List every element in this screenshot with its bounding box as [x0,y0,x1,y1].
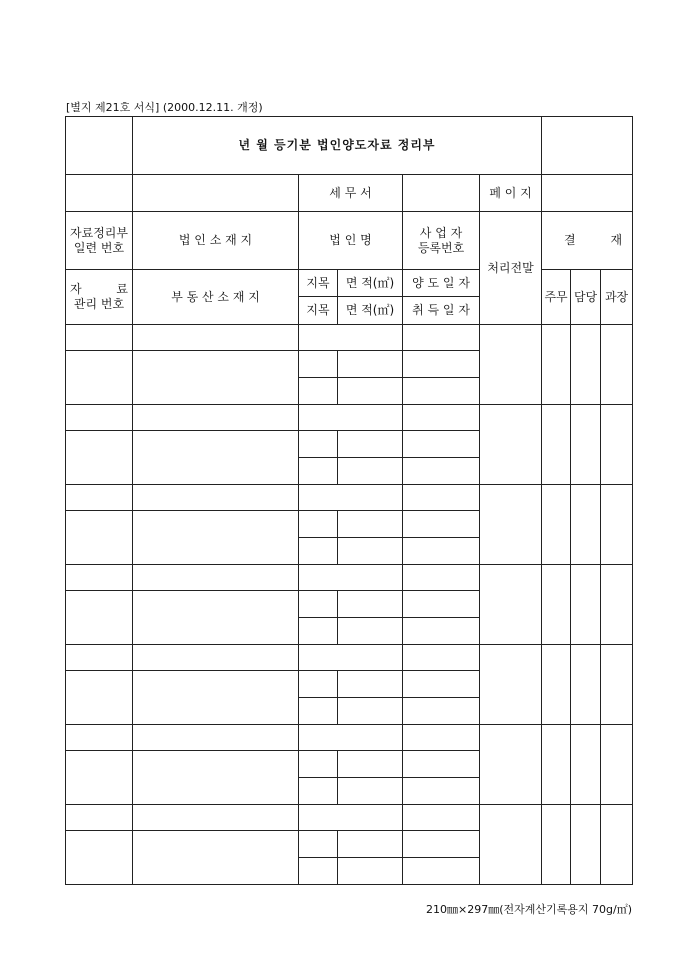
processing-cell[interactable] [480,805,542,885]
approver-3: 과장 [601,270,633,325]
transfer-date-label: 양 도 일 자 [403,270,480,297]
acquire-date-label: 취 득 일 자 [403,297,480,325]
area-cell[interactable] [338,458,403,485]
approver-2-cell[interactable] [571,485,601,565]
processing-cell[interactable] [480,485,542,565]
data-mgmt-number-cell[interactable] [66,671,133,725]
approver-3-cell[interactable] [601,805,633,885]
corp-location-cell[interactable] [133,405,299,431]
category-cell[interactable] [299,778,338,805]
approver-1-cell[interactable] [542,325,571,405]
corp-name-cell[interactable] [299,565,403,591]
transfer-date-cell[interactable] [403,591,480,618]
area-cell[interactable] [338,351,403,378]
biz-reg-cell[interactable] [403,805,480,831]
approval-label [542,212,633,270]
processing-cell[interactable] [480,725,542,805]
serial-number-cell[interactable] [66,645,133,671]
acquire-date-cell[interactable] [403,538,480,565]
entry-row [66,565,633,591]
approver-1-cell[interactable] [542,565,571,645]
data-mgmt-number-cell[interactable] [66,511,133,565]
entry-row [66,805,633,831]
entry-row [66,725,633,751]
data-mgmt-char-b: 료 [116,282,128,296]
category-label-2: 지목 [299,297,338,325]
processing-cell[interactable] [480,325,542,405]
approver-1-cell[interactable] [542,405,571,485]
corp-name-cell[interactable] [299,485,403,511]
biz-reg-cell[interactable] [403,485,480,511]
property-location-cell[interactable] [133,351,299,405]
category-cell[interactable] [299,378,338,405]
biz-reg-cell[interactable] [403,645,480,671]
category-cell[interactable] [299,671,338,698]
title-left-blank [66,117,133,175]
transfer-date-cell[interactable] [403,351,480,378]
page-label: 페 이 지 [480,175,542,212]
serial-number-cell[interactable] [66,805,133,831]
category-cell[interactable] [299,751,338,778]
approver-2-cell[interactable] [571,645,601,725]
approver-2-cell[interactable] [571,405,601,485]
biz-reg-cell[interactable] [403,725,480,751]
property-location-cell[interactable] [133,511,299,565]
biz-reg-line1: 사 업 자 [419,225,463,240]
data-mgmt-number-cell[interactable] [66,351,133,405]
acquire-date-cell[interactable] [403,858,480,885]
category-cell[interactable] [299,458,338,485]
area-cell[interactable] [338,671,403,698]
form-reference: [별지 제21호 서식] (2000.12.11. 개정) [66,101,263,114]
category-cell[interactable] [299,618,338,645]
corp-location-cell[interactable] [133,645,299,671]
processing-cell[interactable] [480,405,542,485]
property-location-cell[interactable] [133,591,299,645]
page-value[interactable] [542,175,633,212]
serial-number-cell[interactable] [66,325,133,351]
category-cell[interactable] [299,351,338,378]
title-right-blank [542,117,633,175]
biz-reg-cell[interactable] [403,405,480,431]
area-label-2: 면 적(㎡) [338,297,403,325]
approver-2-cell[interactable] [571,805,601,885]
page-title: 년 월 등기분 법인양도자료 정리부 [133,117,542,175]
serial-number-cell[interactable] [66,485,133,511]
data-mgmt-number-cell[interactable] [66,431,133,485]
data-mgmt-number-label [66,270,133,325]
approver-2-cell[interactable] [571,565,601,645]
biz-reg-label [403,212,480,270]
approver-3-cell[interactable] [601,325,633,405]
corp-name-cell[interactable] [299,405,403,431]
processing-label: 처리전말 [480,212,542,325]
corp-location-cell[interactable] [133,325,299,351]
property-location-cell[interactable] [133,831,299,885]
transfer-date-cell[interactable] [403,671,480,698]
acquire-date-cell[interactable] [403,778,480,805]
blank-cell [66,175,133,212]
property-location-cell[interactable] [133,431,299,485]
acquire-date-cell[interactable] [403,378,480,405]
category-label: 지목 [299,270,338,297]
serial-number-cell[interactable] [66,565,133,591]
category-cell[interactable] [299,698,338,725]
area-cell[interactable] [338,511,403,538]
approval-char-a: 결 [564,233,576,247]
corp-location-cell[interactable] [133,725,299,751]
category-cell[interactable] [299,431,338,458]
approver-2-cell[interactable] [571,725,601,805]
data-mgmt-number-cell[interactable] [66,591,133,645]
processing-cell[interactable] [480,645,542,725]
tax-office-value[interactable] [403,175,480,212]
ledger-table [65,116,633,885]
area-cell[interactable] [338,378,403,405]
category-cell[interactable] [299,591,338,618]
corp-name-label: 법 인 명 [299,212,403,270]
category-cell[interactable] [299,831,338,858]
transfer-date-cell[interactable] [403,431,480,458]
approver-2: 담당 [571,270,601,325]
corp-name-cell[interactable] [299,725,403,751]
area-cell[interactable] [338,858,403,885]
approver-1: 주무 [542,270,571,325]
approver-3-cell[interactable] [601,565,633,645]
approval-char-b: 재 [610,233,623,247]
data-mgmt-line2: 관리 번호 [73,297,125,311]
approver-3-cell[interactable] [601,485,633,565]
approver-1-cell[interactable] [542,805,571,885]
processing-cell[interactable] [480,565,542,645]
transfer-date-cell[interactable] [403,831,480,858]
serial-label-line2: 일련 번호 [73,240,125,255]
biz-reg-cell[interactable] [403,325,480,351]
blank-cell [133,175,299,212]
serial-number-cell[interactable] [66,405,133,431]
corp-location-cell[interactable] [133,565,299,591]
area-cell[interactable] [338,618,403,645]
category-cell[interactable] [299,511,338,538]
approver-1-cell[interactable] [542,485,571,565]
biz-reg-cell[interactable] [403,565,480,591]
area-cell[interactable] [338,538,403,565]
property-location-label: 부 동 산 소 재 지 [133,270,299,325]
data-mgmt-number-cell[interactable] [66,751,133,805]
area-cell[interactable] [338,778,403,805]
entry-row [66,405,633,431]
transfer-date-cell[interactable] [403,511,480,538]
approver-1-cell[interactable] [542,645,571,725]
tax-office-label: 세 무 서 [299,175,403,212]
data-mgmt-char-a: 자 [70,282,82,296]
acquire-date-cell[interactable] [403,458,480,485]
biz-reg-line2: 등록번호 [417,240,465,255]
corp-location-cell[interactable] [133,805,299,831]
approver-1-cell[interactable] [542,725,571,805]
area-cell[interactable] [338,751,403,778]
property-location-cell[interactable] [133,671,299,725]
area-label: 면 적(㎡) [338,270,403,297]
approver-3-cell[interactable] [601,725,633,805]
approver-3-cell[interactable] [601,405,633,485]
acquire-date-cell[interactable] [403,698,480,725]
category-cell[interactable] [299,858,338,885]
transfer-date-cell[interactable] [403,751,480,778]
serial-label-line1: 자료정리부 [70,225,128,240]
area-cell[interactable] [338,431,403,458]
acquire-date-cell[interactable] [403,618,480,645]
area-cell[interactable] [338,831,403,858]
corp-name-cell[interactable] [299,805,403,831]
entry-row [66,485,633,511]
serial-number-cell[interactable] [66,725,133,751]
serial-number-label [66,212,133,270]
data-mgmt-number-cell[interactable] [66,831,133,885]
category-cell[interactable] [299,538,338,565]
corp-location-label: 법 인 소 재 지 [133,212,299,270]
corp-name-cell[interactable] [299,325,403,351]
corp-location-cell[interactable] [133,485,299,511]
corp-name-cell[interactable] [299,645,403,671]
entry-row [66,325,633,351]
area-cell[interactable] [338,591,403,618]
entry-row [66,645,633,671]
approver-3-cell[interactable] [601,645,633,725]
paper-spec-footer: 210㎜×297㎜(전자계산기록용지 70g/㎡) [426,903,632,916]
area-cell[interactable] [338,698,403,725]
approver-2-cell[interactable] [571,325,601,405]
property-location-cell[interactable] [133,751,299,805]
